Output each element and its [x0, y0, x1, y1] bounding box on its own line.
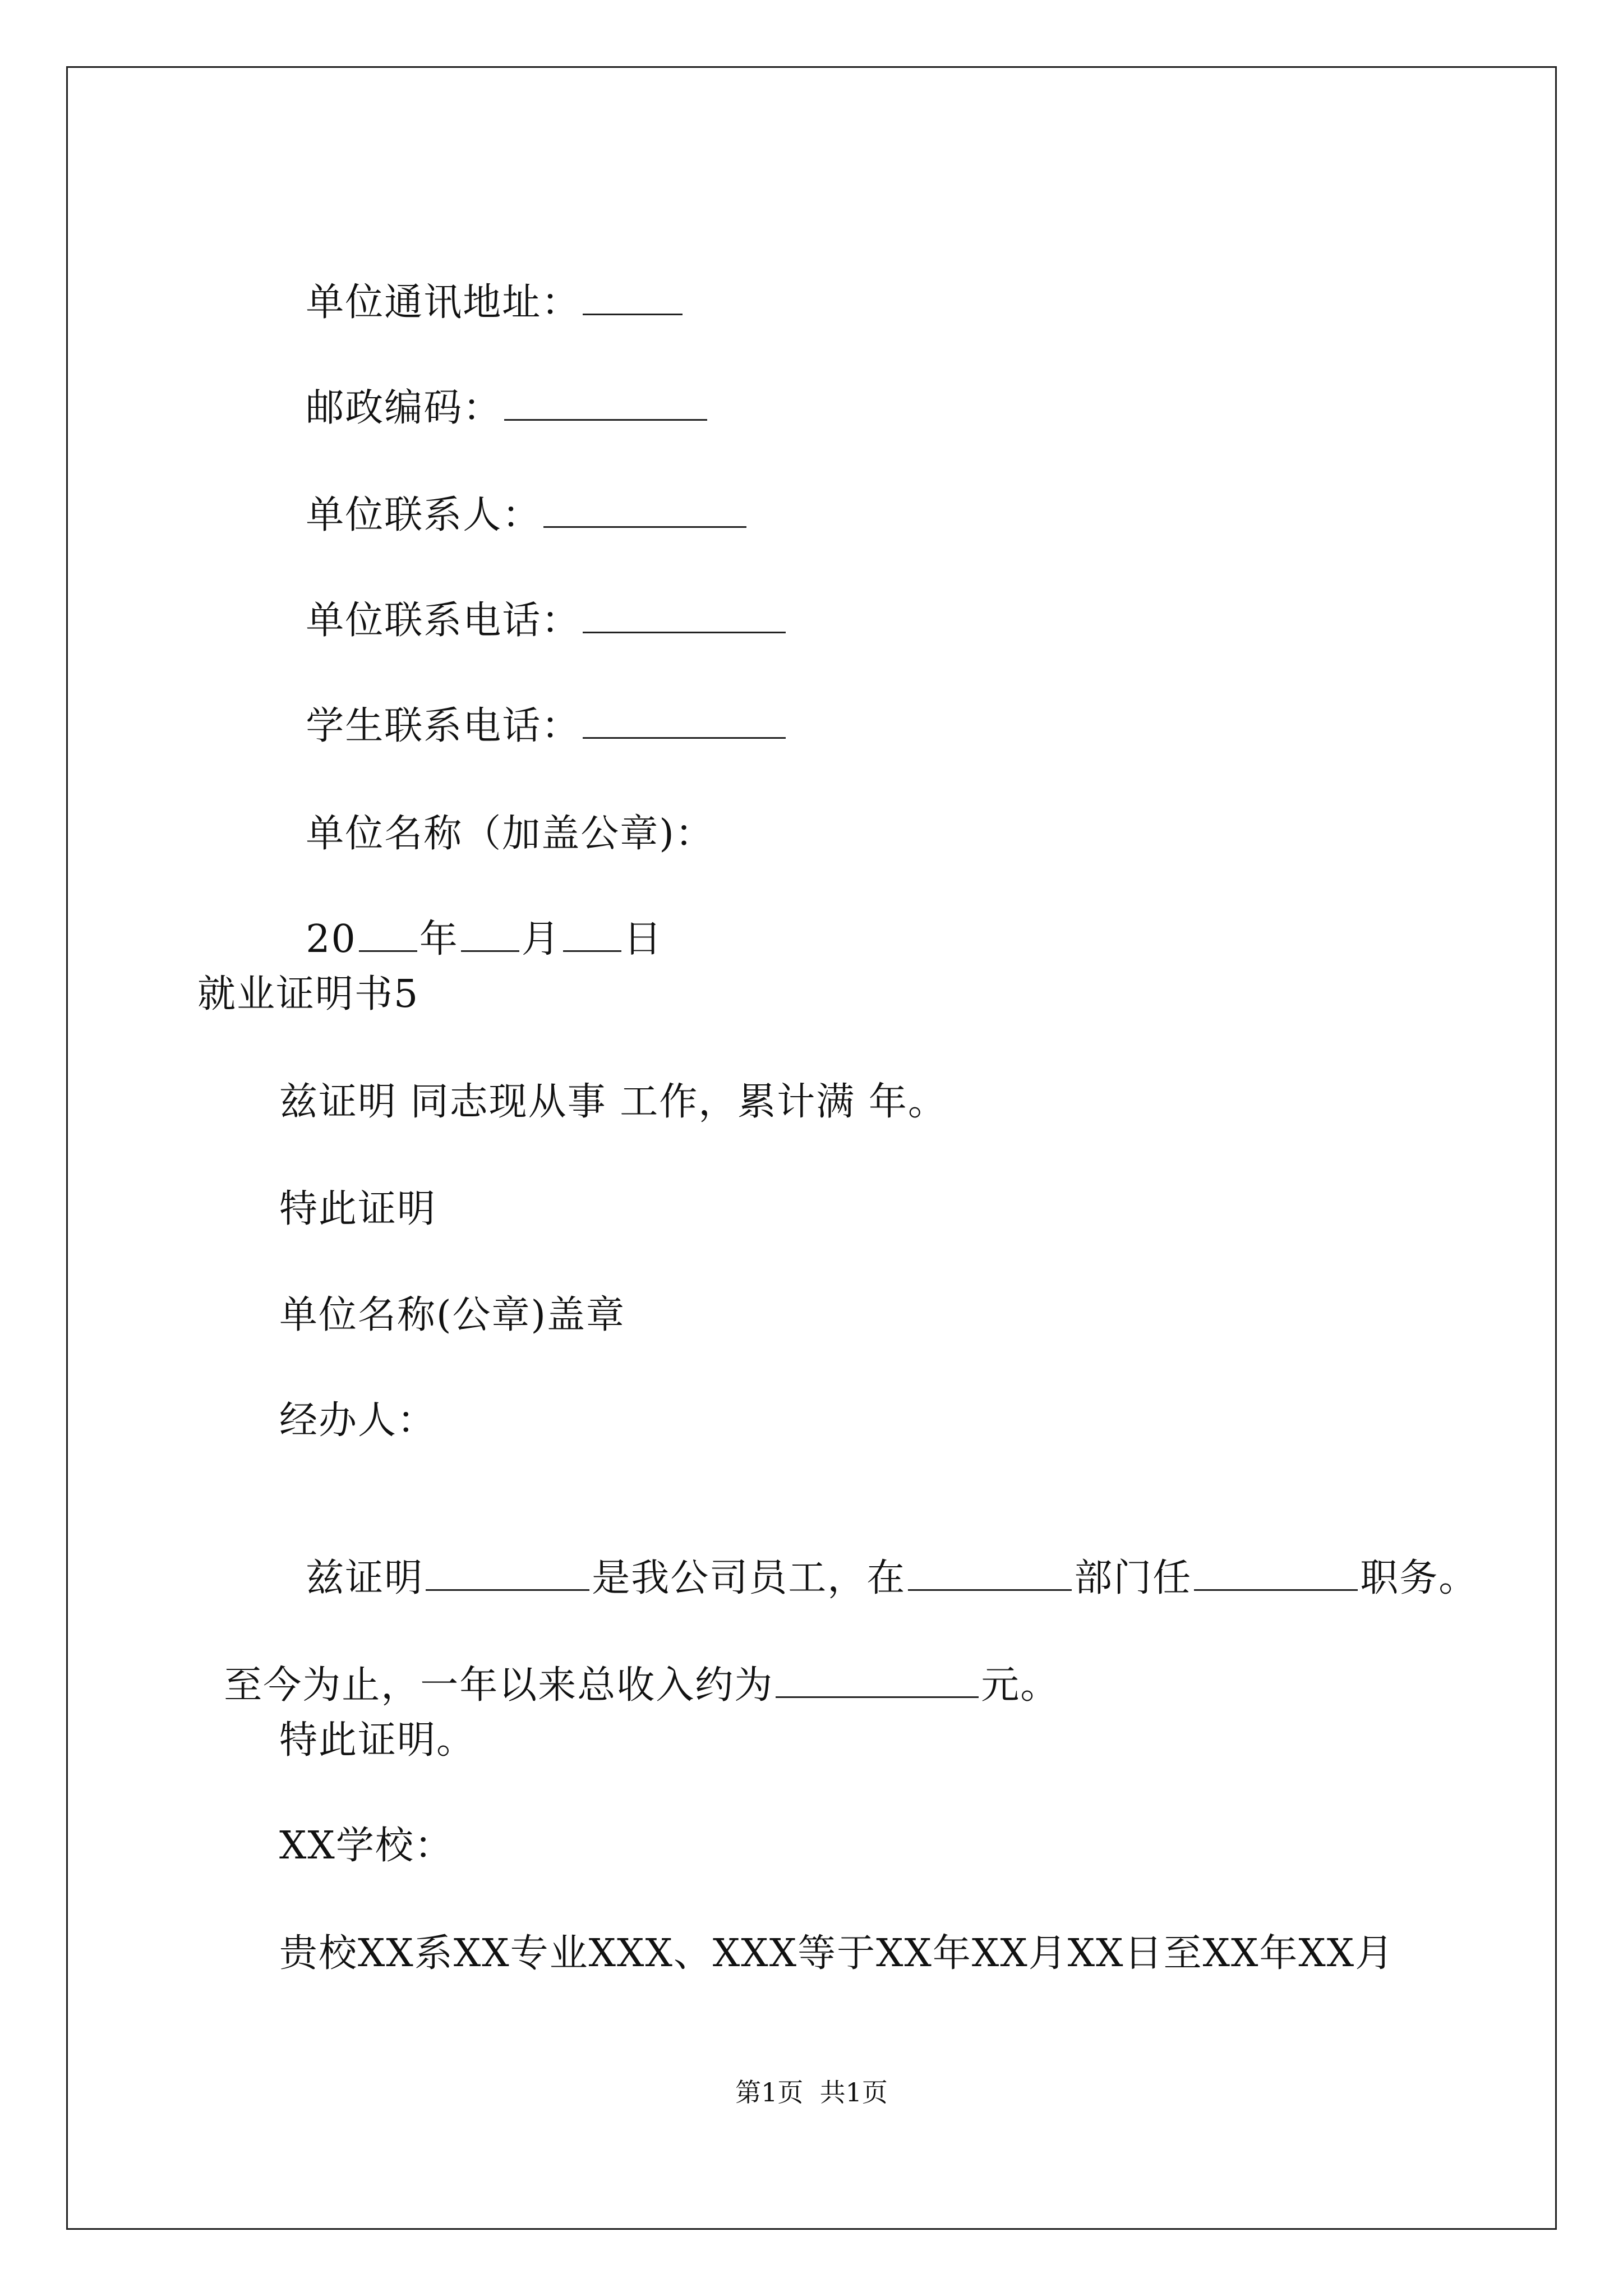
income-blank	[776, 1664, 979, 1698]
cert-statement: 兹证明 同志现从事 工作，累计满 年。	[279, 1080, 947, 1124]
school-body: 贵校XX系XX专业XXX、XXX等于XX年XX月XX日至XX年XX月	[279, 1931, 1395, 1976]
section-title: 就业证明书5	[197, 972, 419, 1016]
date-day: 日	[623, 917, 663, 961]
address-blank	[583, 281, 683, 315]
year-blank	[359, 918, 417, 952]
employee-text-1: 兹证明	[306, 1556, 424, 1600]
contact-label: 单位联系人：	[306, 493, 542, 537]
employee-line	[279, 1503, 1478, 1604]
page-footer: 第1页 共1页	[735, 2077, 888, 2108]
unit-name-stamp: 单位名称(公章)盖章	[279, 1293, 626, 1337]
employee-text-4: 职务。	[1360, 1556, 1478, 1600]
unit-phone-blank	[583, 599, 786, 633]
postcode-line	[279, 333, 709, 434]
income-text-1: 至今为止，一年以来总收入约为	[224, 1663, 774, 1708]
date-month: 月	[521, 917, 561, 961]
department-blank	[908, 1557, 1072, 1591]
date-year: 年	[419, 917, 459, 961]
postcode-label: 邮政编码：	[306, 386, 502, 430]
postcode-blank	[504, 386, 707, 421]
student-phone-label: 学生联系电话：	[306, 704, 581, 748]
unit-phone-line	[279, 545, 788, 646]
unit-name-seal: 单位名称（加盖公章)：	[306, 812, 714, 856]
student-phone-line	[279, 651, 788, 752]
school-salutation: XX学校：	[279, 1824, 454, 1868]
address-label: 单位通讯地址：	[306, 280, 581, 325]
income-text-2: 元。	[981, 1663, 1060, 1708]
day-blank	[563, 918, 621, 952]
employee-text-2: 是我公司员工，在	[592, 1556, 906, 1600]
income-line	[197, 1610, 1059, 1711]
date-line	[279, 864, 663, 965]
contact-blank	[543, 494, 746, 528]
handler-label: 经办人：	[279, 1398, 437, 1443]
student-phone-blank	[583, 705, 786, 739]
contact-line	[279, 440, 749, 541]
month-blank	[461, 918, 519, 952]
unit-name-seal-line	[279, 758, 714, 859]
address-line	[279, 227, 685, 328]
employee-text-3: 部门任	[1074, 1556, 1192, 1600]
employee-name-blank	[426, 1557, 589, 1591]
position-blank	[1194, 1557, 1358, 1591]
unit-phone-label: 单位联系电话：	[306, 599, 581, 643]
special-proof: 特此证明	[279, 1187, 437, 1231]
date-prefix: 20	[306, 917, 357, 961]
special-proof-period: 特此证明。	[279, 1718, 476, 1763]
